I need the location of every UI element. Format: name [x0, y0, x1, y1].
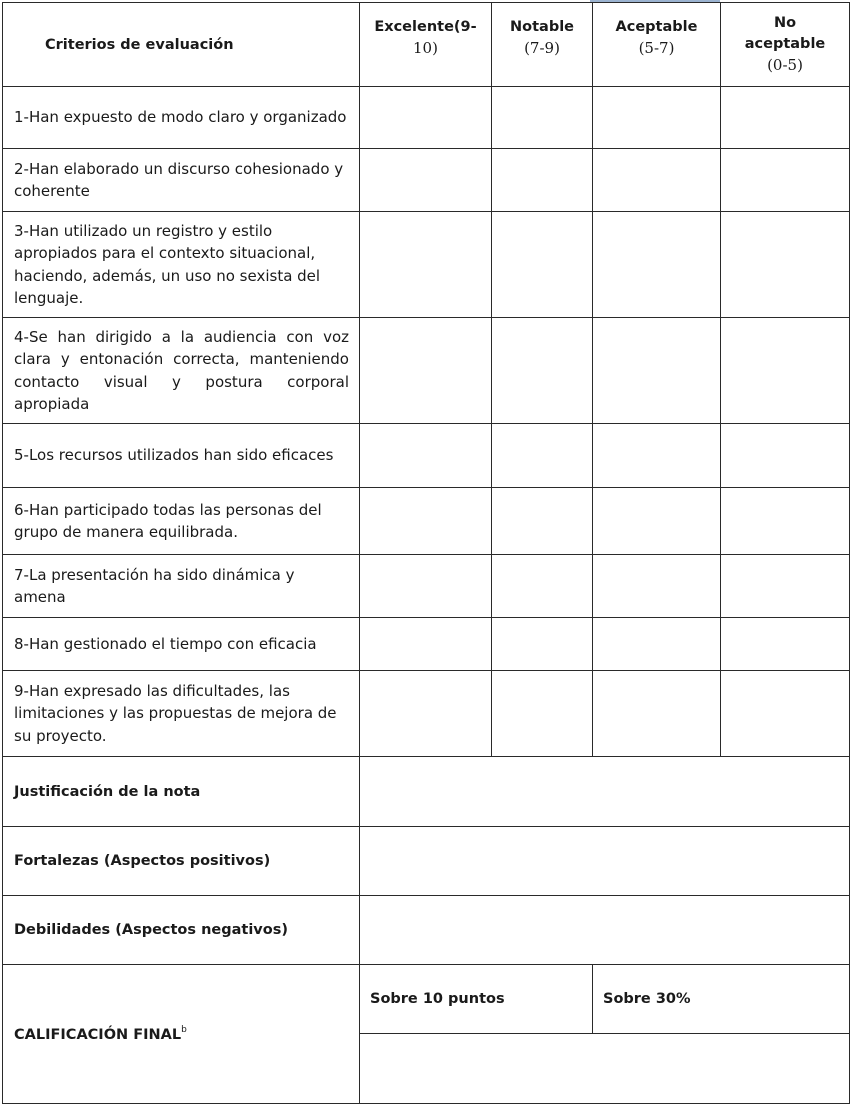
- footnote-mark: b: [181, 1025, 187, 1035]
- score-cell-excelente[interactable]: [360, 87, 492, 149]
- criteria-row-4: [3, 318, 850, 424]
- column-header-notable-name: Notable: [510, 18, 574, 35]
- final-grade-row-top: [3, 965, 850, 1034]
- column-header-excelente-range: 10): [413, 38, 438, 57]
- score-cell-no-aceptable[interactable]: [721, 424, 850, 488]
- final-grade-label: [3, 965, 360, 1104]
- column-header-no-aceptable-line2: aceptable: [744, 36, 826, 52]
- score-cell-notable[interactable]: [492, 555, 593, 618]
- score-cell-notable[interactable]: [492, 212, 593, 318]
- score-cell-no-aceptable[interactable]: [721, 149, 850, 212]
- score-cell-excelente[interactable]: [360, 149, 492, 212]
- criteria-row-8: [3, 618, 850, 671]
- score-cell-excelente[interactable]: [360, 618, 492, 671]
- strengths-row: [3, 827, 850, 896]
- column-header-no-aceptable: [721, 3, 850, 87]
- justification-label: Justificación de la nota: [3, 757, 360, 827]
- criterion-text: 4-Se han dirigido a la audiencia con voz clara y entonación correcta, manteniendo contacto visual y postura corporal apropiada: [3, 318, 360, 424]
- score-cell-notable[interactable]: [492, 149, 593, 212]
- score-cell-no-aceptable[interactable]: [721, 318, 850, 424]
- score-cell-notable[interactable]: [492, 318, 593, 424]
- criterion-text: 6-Han participado todas las personas del grupo de manera equilibrada.: [3, 488, 360, 555]
- score-cell-aceptable[interactable]: [593, 488, 721, 555]
- criterion-text: 2-Han elaborado un discurso cohesionado y coherente: [3, 149, 360, 212]
- column-header-excelente: [360, 3, 492, 87]
- weaknesses-row: [3, 896, 850, 965]
- score-cell-aceptable[interactable]: [593, 555, 721, 618]
- criteria-row-9: [3, 671, 850, 757]
- score-cell-aceptable[interactable]: [593, 87, 721, 149]
- strengths-label: Fortalezas (Aspectos positivos): [3, 827, 360, 896]
- score-cell-notable[interactable]: [492, 618, 593, 671]
- criteria-header: Criterios de evaluación: [3, 3, 360, 87]
- score-cell-notable[interactable]: [492, 87, 593, 149]
- criterion-text: 5-Los recursos utilizados han sido eficaces: [3, 424, 360, 488]
- criteria-row-6: [3, 488, 850, 555]
- score-cell-no-aceptable[interactable]: [721, 555, 850, 618]
- criterion-text: 1-Han expuesto de modo claro y organizado: [3, 87, 360, 149]
- score-cell-excelente[interactable]: [360, 318, 492, 424]
- column-header-aceptable: [593, 3, 721, 87]
- column-header-excelente-name: Excelente(9-: [374, 18, 477, 35]
- justification-row: [3, 757, 850, 827]
- score-cell-notable[interactable]: [492, 424, 593, 488]
- criterion-text: 7-La presentación ha sido dinámica y amena: [3, 555, 360, 618]
- column-header-no-aceptable-line1: No: [773, 15, 797, 31]
- column-header-no-aceptable-range: (0-5): [767, 56, 803, 74]
- score-cell-excelente[interactable]: [360, 424, 492, 488]
- score-cell-notable[interactable]: [492, 488, 593, 555]
- score-cell-aceptable[interactable]: [593, 671, 721, 757]
- strengths-field[interactable]: [360, 827, 850, 896]
- score-cell-excelente[interactable]: [360, 671, 492, 757]
- score-cell-no-aceptable[interactable]: [721, 618, 850, 671]
- weaknesses-label: Debilidades (Aspectos negativos): [3, 896, 360, 965]
- criteria-row-3: [3, 212, 850, 318]
- criteria-row-5: [3, 424, 850, 488]
- final-grade-field[interactable]: [360, 1034, 850, 1104]
- score-cell-no-aceptable[interactable]: [721, 212, 850, 318]
- score-cell-aceptable[interactable]: [593, 149, 721, 212]
- header-row: [3, 3, 850, 87]
- criteria-row-1: [3, 87, 850, 149]
- criteria-row-7: [3, 555, 850, 618]
- score-cell-aceptable[interactable]: [593, 212, 721, 318]
- over-30-percent-label: Sobre 30%: [593, 965, 850, 1034]
- score-cell-no-aceptable[interactable]: [721, 87, 850, 149]
- column-header-aceptable-name: Aceptable: [615, 18, 698, 35]
- justification-field[interactable]: [360, 757, 850, 827]
- criterion-text: 9-Han expresado las dificultades, las limitaciones y las propuestas de mejora de su proyecto.: [3, 671, 360, 757]
- criterion-text: 3-Han utilizado un registro y estilo apropiados para el contexto situacional, haciendo, además, un uso no sexista del lenguaje.: [3, 212, 360, 318]
- score-cell-notable[interactable]: [492, 671, 593, 757]
- score-cell-excelente[interactable]: [360, 212, 492, 318]
- score-cell-aceptable[interactable]: [593, 424, 721, 488]
- score-cell-excelente[interactable]: [360, 488, 492, 555]
- score-cell-no-aceptable[interactable]: [721, 488, 850, 555]
- score-cell-aceptable[interactable]: [593, 318, 721, 424]
- score-cell-no-aceptable[interactable]: [721, 671, 850, 757]
- evaluation-rubric-table: [2, 2, 850, 1104]
- score-cell-aceptable[interactable]: [593, 618, 721, 671]
- score-cell-excelente[interactable]: [360, 555, 492, 618]
- over-10-points-label: Sobre 10 puntos: [360, 965, 593, 1034]
- final-grade-label-text: CALIFICACIÓN FINAL: [14, 1027, 182, 1043]
- criterion-text: 8-Han gestionado el tiempo con eficacia: [3, 618, 360, 671]
- column-header-notable: [492, 3, 593, 87]
- column-header-aceptable-range: (5-7): [638, 38, 675, 57]
- weaknesses-field[interactable]: [360, 896, 850, 965]
- criteria-row-2: [3, 149, 850, 212]
- column-header-notable-range: (7-9): [524, 38, 560, 57]
